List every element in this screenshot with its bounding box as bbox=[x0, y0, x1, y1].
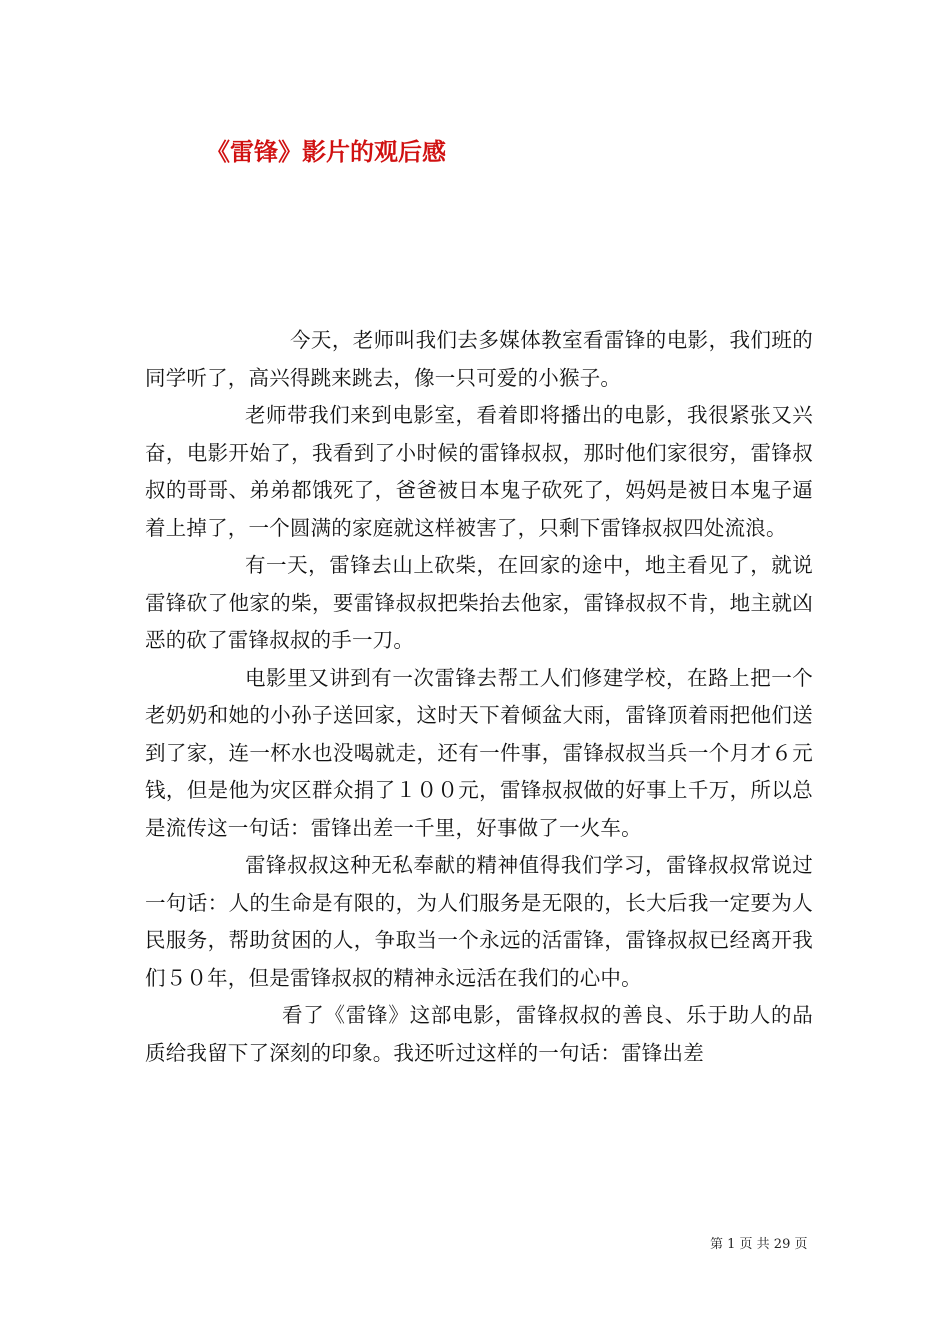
page-number-footer: 第 1 页 共 29 页 bbox=[710, 1237, 808, 1252]
document-title: 《雷锋》影片的观后感 bbox=[206, 137, 446, 166]
paragraph-1: 今天，老师叫我们去多媒体教室看雷锋的电影，我们班的同学听了，高兴得跳来跳去，像一只可爱的小猴子。 bbox=[145, 328, 813, 390]
paragraph-2: 老师带我们来到电影室，看着即将播出的电影，我很紧张又兴奋，电影开始了，我看到了小时候的雷锋叔叔，那时他们家很穷，雷锋叔叔的哥哥、弟弟都饿死了，爸爸被日本鬼子砍死了，妈妈是被日本鬼子逼着上掉了，一个圆满的家庭就这样被害了，只剩下雷锋叔叔四处流浪。 bbox=[145, 403, 813, 540]
document-body bbox=[145, 322, 813, 1072]
paragraph-5: 雷锋叔叔这种无私奉献的精神值得我们学习，雷锋叔叔常说过一句话：人的生命是有限的，为人们服务是无限的，长大后我一定要为人民服务，帮助贫困的人，争取当一个永远的活雷锋，雷锋叔叔已经离开我们５０年，但是雷锋叔叔的精神永远活在我们的心中。 bbox=[145, 853, 813, 990]
paragraph-6: 看了《雷锋》这部电影，雷锋叔叔的善良、乐于助人的品质给我留下了深刻的印象。我还听过这样的一句话：雷锋出差 bbox=[145, 1003, 813, 1065]
paragraph-4: 电影里又讲到有一次雷锋去帮工人们修建学校，在路上把一个老奶奶和她的小孙子送回家，这时天下着倾盆大雨，雷锋顶着雨把他们送到了家，连一杯水也没喝就走，还有一件事，雷锋叔叔当兵一个月才６元钱，但是他为灾区群众捐了１００元，雷锋叔叔做的好事上千万，所以总是流传这一句话：雷锋出差一千里，好事做了一火车。 bbox=[145, 665, 813, 840]
paragraph-3: 有一天，雷锋去山上砍柴，在回家的途中，地主看见了，就说雷锋砍了他家的柴，要雷锋叔叔把柴抬去他家，雷锋叔叔不肯，地主就凶恶的砍了雷锋叔叔的手一刀。 bbox=[145, 553, 813, 652]
